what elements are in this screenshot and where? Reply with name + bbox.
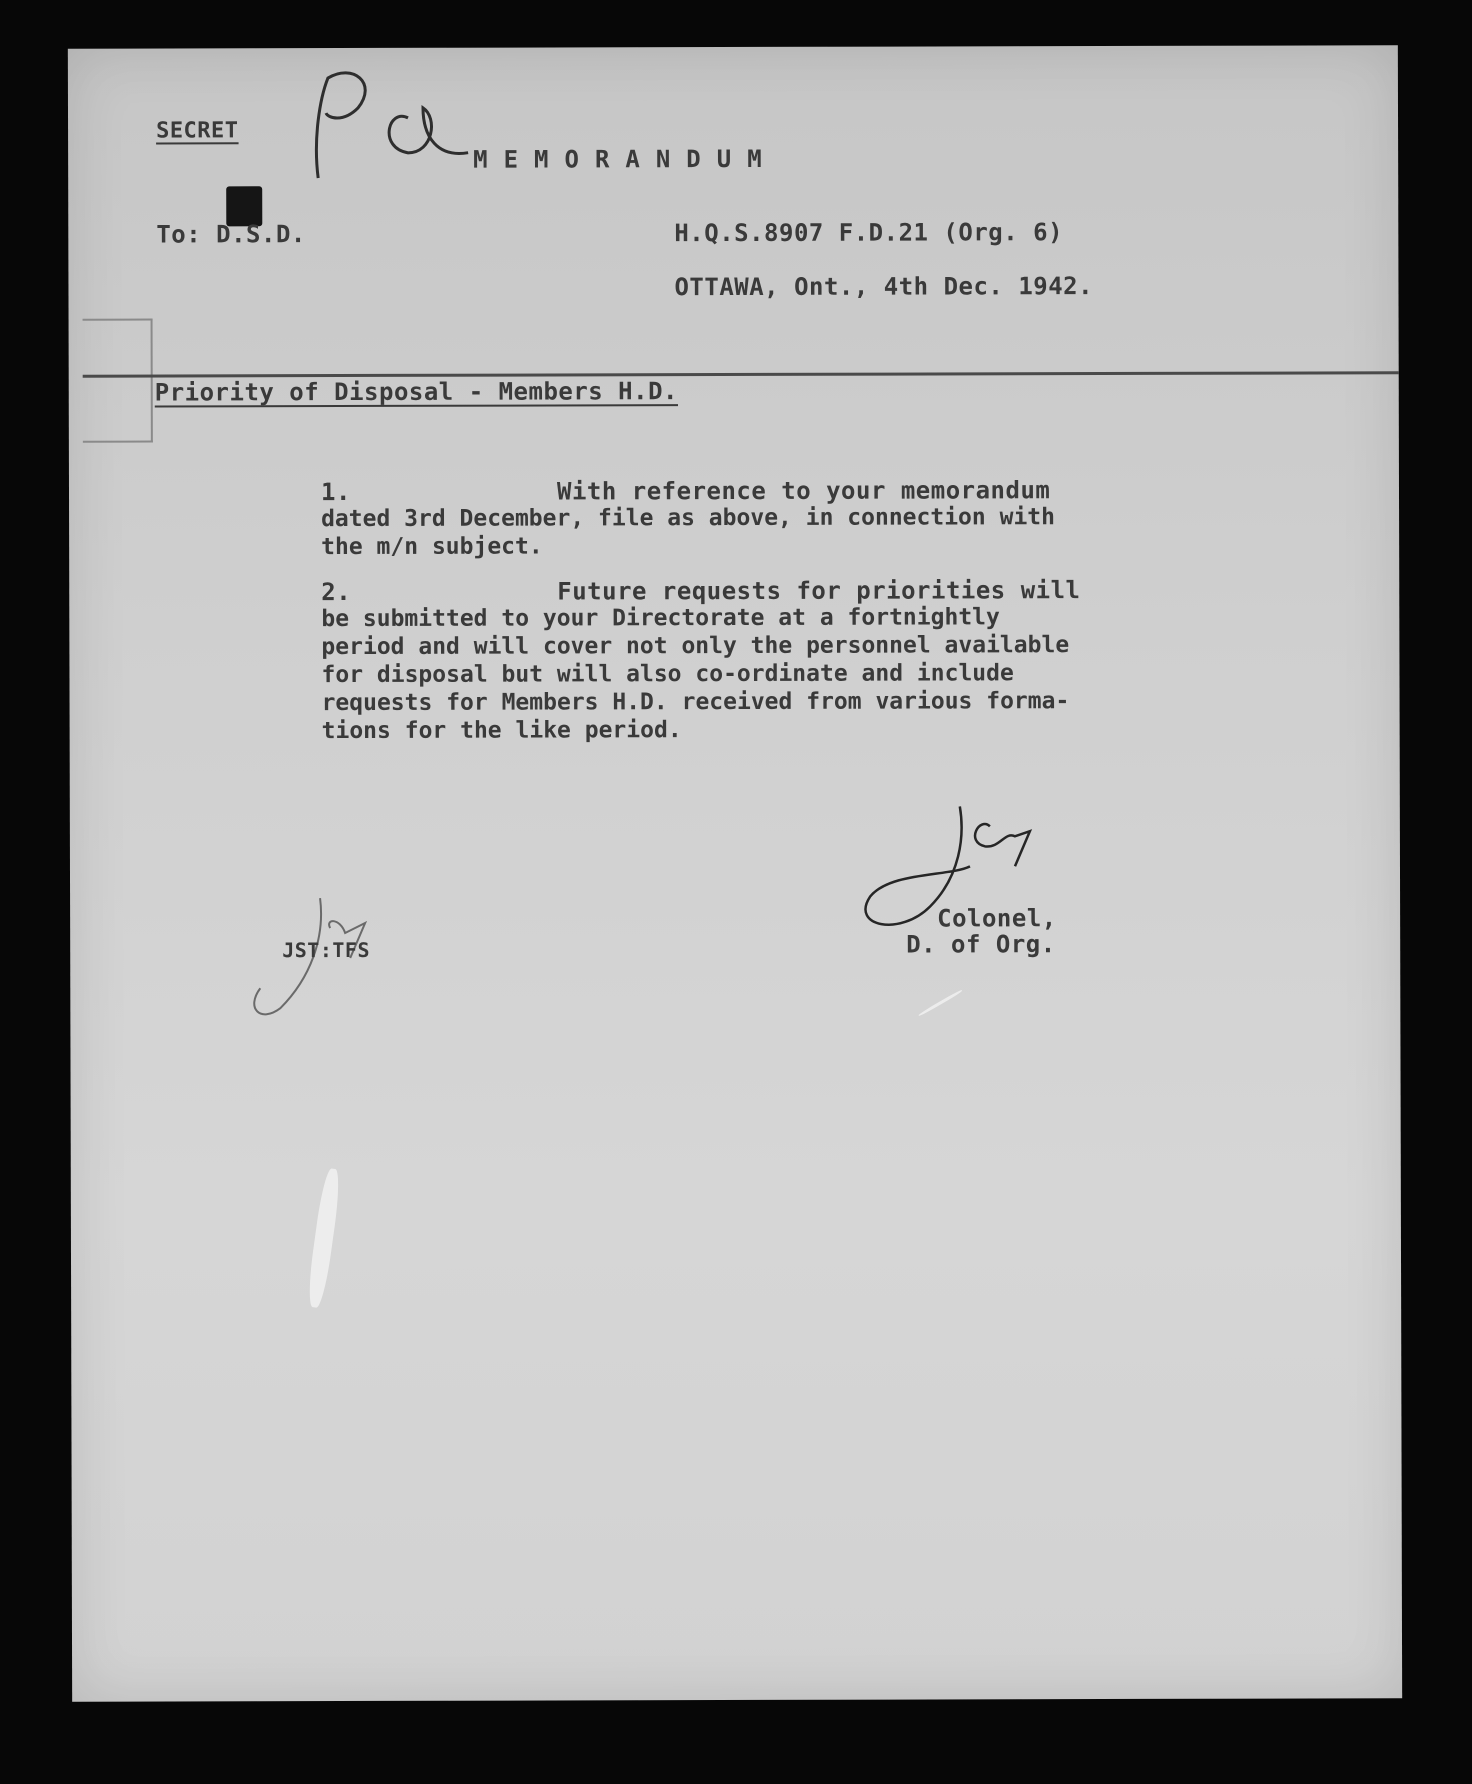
signature-rank: Colonel, <box>937 904 1057 933</box>
place-date: OTTAWA, Ont., 4th Dec. 1942. <box>674 272 1094 302</box>
para-2-first-line: Future requests for priorities will <box>557 576 1081 606</box>
margin-stamp-box <box>83 319 153 443</box>
para-1-first-line: With reference to your memorandum <box>556 476 1051 506</box>
signature-title: D. of Org. <box>906 930 1056 959</box>
scan-scuff <box>918 989 963 1017</box>
scan-scuff <box>305 1168 342 1309</box>
para-1-number: 1. <box>320 478 351 507</box>
classification-label: SECRET <box>156 118 239 144</box>
para-2-number: 2. <box>321 578 352 607</box>
memo-page <box>68 45 1402 1701</box>
header-rule <box>83 371 1399 377</box>
subject-line: Priority of Disposal - Members H.D. <box>154 377 679 407</box>
typist-reference: JST:TFS <box>282 937 371 963</box>
file-reference: H.Q.S.8907 F.D.21 (Org. 6) <box>674 218 1064 248</box>
para-2-body: be submitted to your Directorate at a fortnightly period and will cover not only the personnel available for disposal but will also co-ordinate and include requests for Members H.D. received from various forma- tions for the like period. <box>321 604 1070 745</box>
memo-title: MEMORANDUM <box>473 144 778 174</box>
para-1-body: dated 3rd December, file as above, in connection with the m/n subject. <box>321 504 1056 561</box>
recipient-line: To: D.S.D. <box>156 220 306 249</box>
